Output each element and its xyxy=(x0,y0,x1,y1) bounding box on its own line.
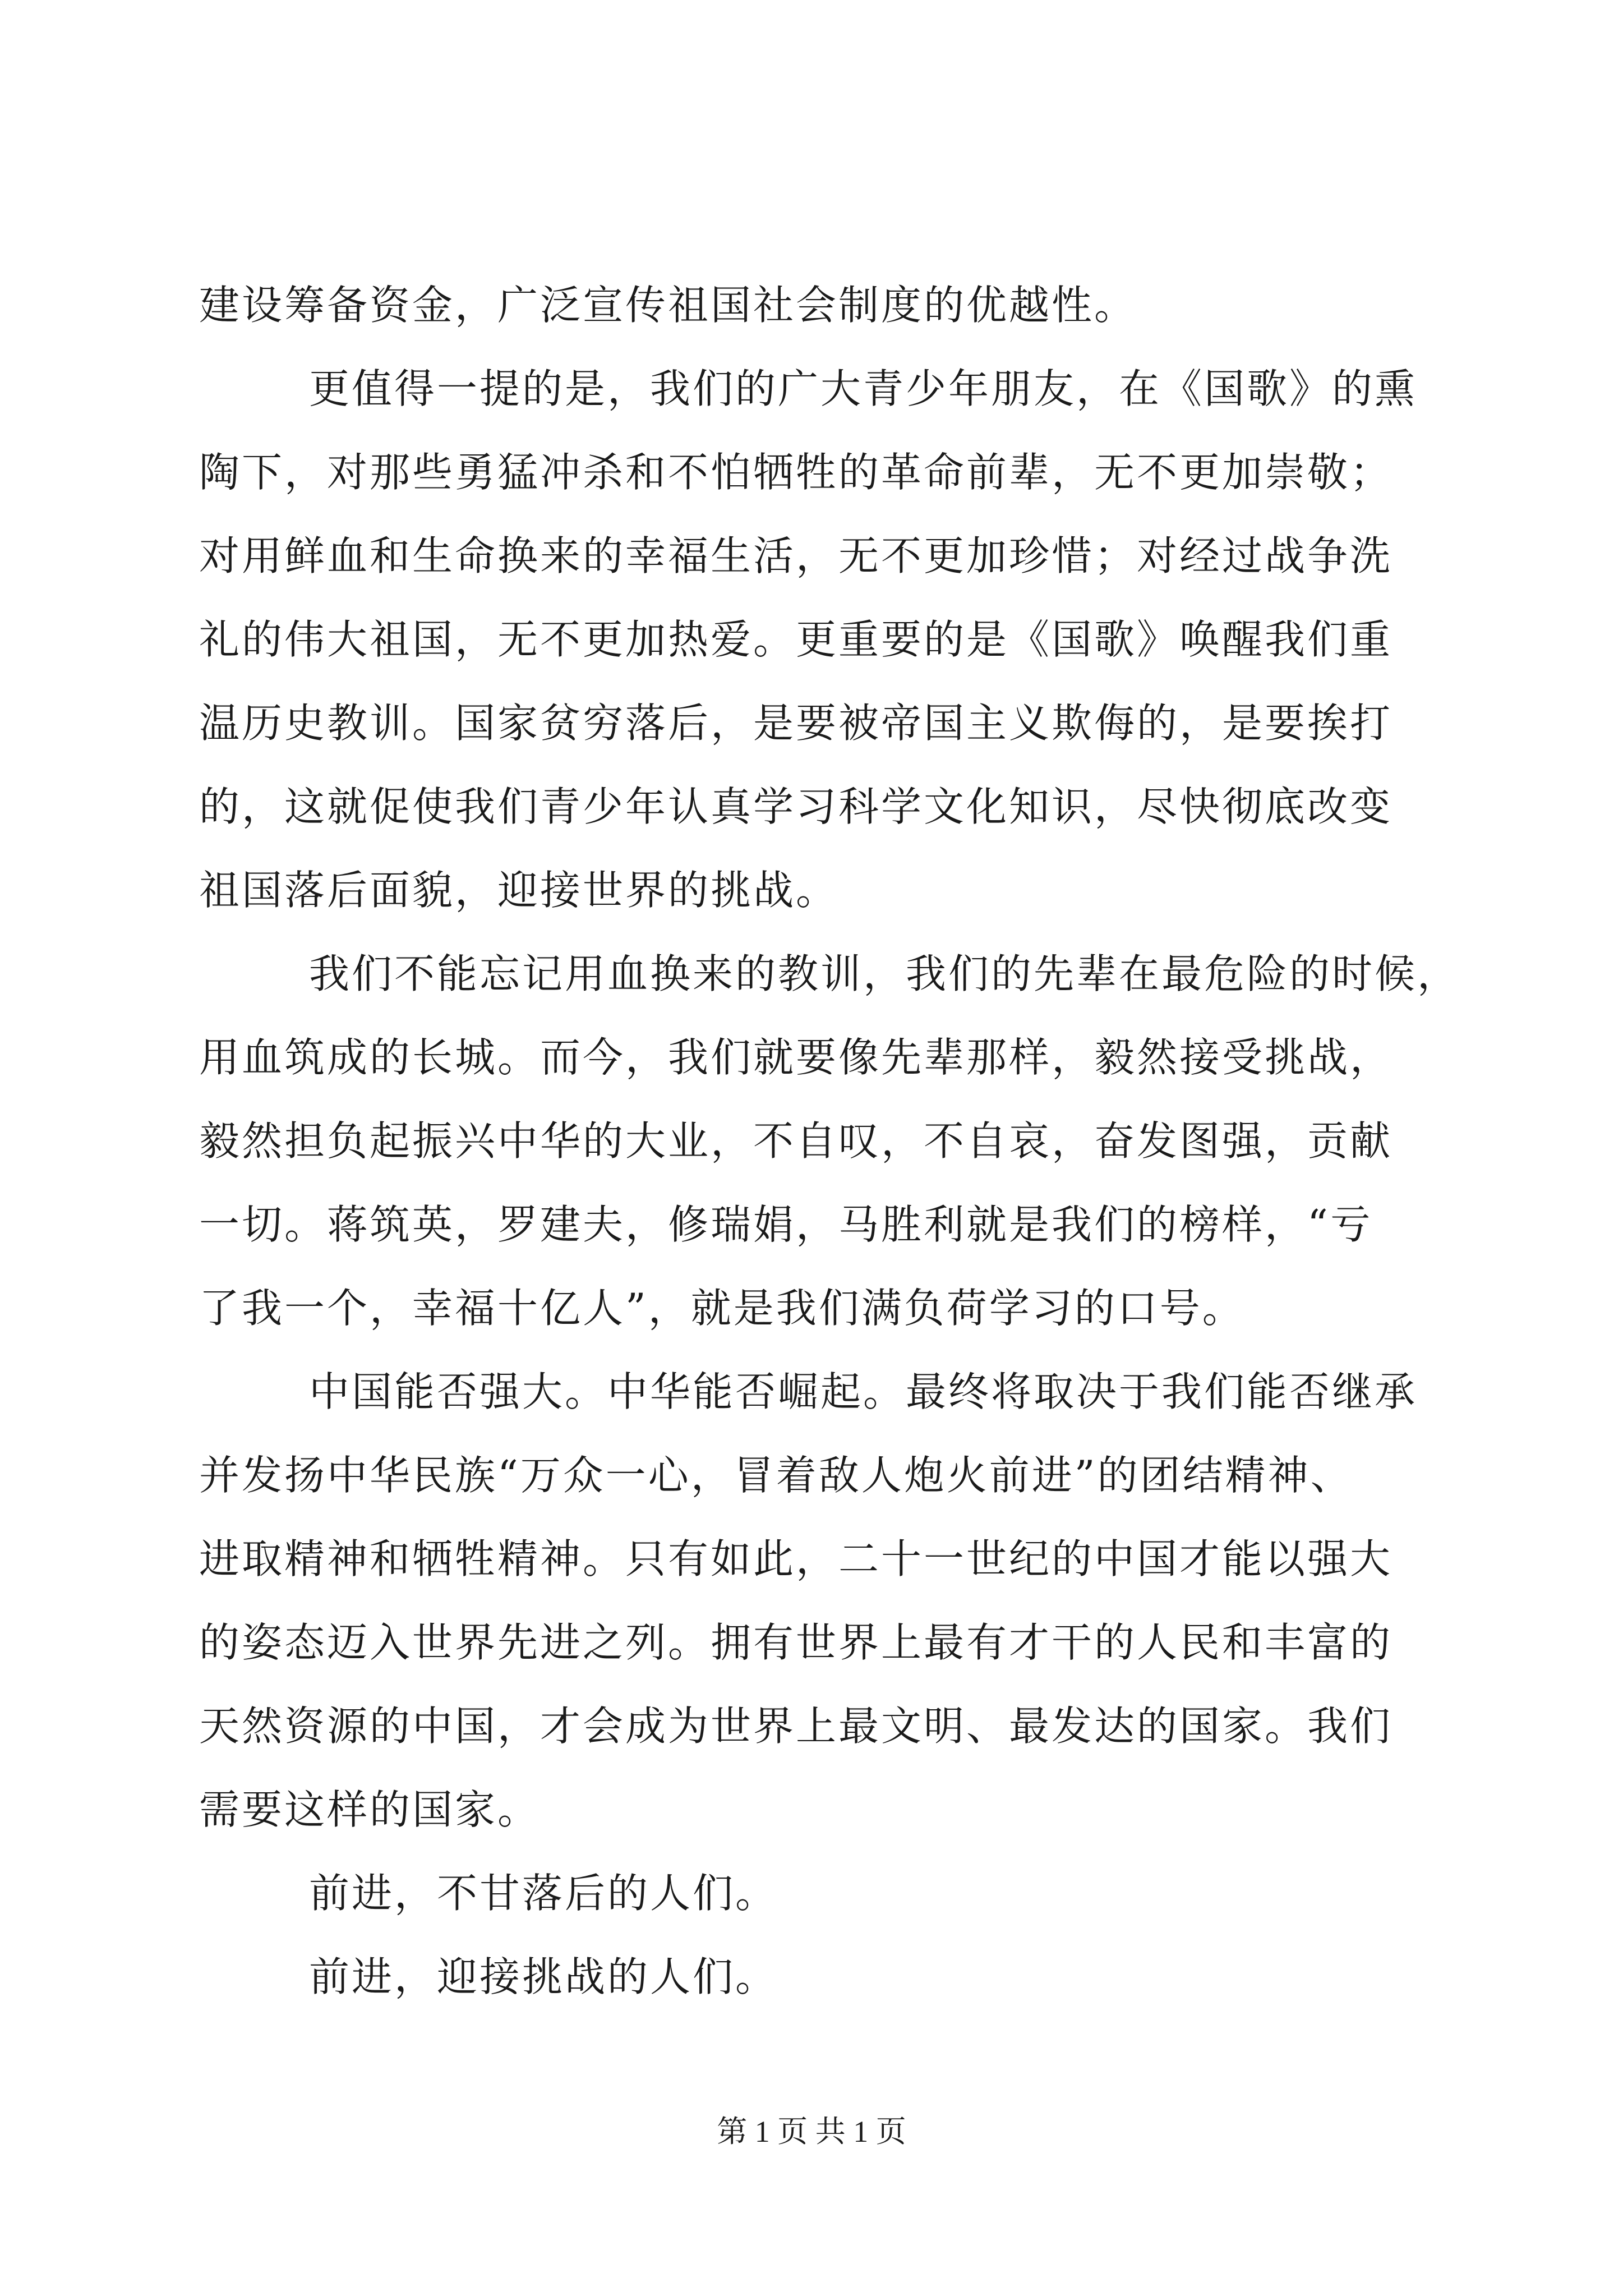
text-line: 需要这样的国家。 xyxy=(199,1786,541,1833)
text-line: 祖国落后面貌，迎接世界的挑战。 xyxy=(199,867,839,914)
text-line: 的姿态迈入世界先进之列。拥有世界上最有才干的人民和丰富的 xyxy=(199,1619,1393,1666)
text-line: 一切。蒋筑英，罗建夫，修瑞娟，马胜利就是我们的榜样，“亏 xyxy=(199,1201,1373,1248)
paragraph xyxy=(199,264,1427,347)
text-line: 前进，迎接挑战的人们。 xyxy=(309,1953,778,2000)
text-line: 的，这就促使我们青少年认真学习科学文化知识，尽快彻底改变 xyxy=(199,783,1393,830)
text-line: 毅然担负起振兴中华的大业，不自叹，不自哀，奋发图强，贡献 xyxy=(199,1117,1393,1165)
page-footer: 第 1 页 共 1 页 xyxy=(717,2115,906,2148)
text-line: 陶下，对那些勇猛冲杀和不怕牺牲的革命前辈，无不更加崇敬； xyxy=(199,449,1393,496)
text-line: 前进，不甘落后的人们。 xyxy=(309,1870,778,1917)
text-line: 中国能否强大。中华能否崛起。最终将取决于我们能否继承 xyxy=(309,1368,1418,1415)
text-line: 了我一个，幸福十亿人”，就是我们满负荷学习的口号。 xyxy=(199,1285,1245,1332)
text-line: 并发扬中华民族“万众一心，冒着敌人炮火前进”的团结精神、 xyxy=(199,1452,1353,1499)
text-line: 进取精神和牺牲精神。只有如此，二十一世纪的中国才能以强大 xyxy=(199,1535,1393,1582)
text-line: 天然资源的中国，才会成为世界上最文明、最发达的国家。我们 xyxy=(199,1703,1393,1750)
paragraph xyxy=(199,1852,1427,1935)
text-line: 用血筑成的长城。而今，我们就要像先辈那样，毅然接受挑战， xyxy=(199,1034,1393,1081)
text-line: 对用鲜血和生命换来的幸福生活，无不更加珍惜；对经过战争洗 xyxy=(199,532,1393,579)
paragraph xyxy=(199,1350,1427,1852)
paragraph xyxy=(199,1935,1427,2019)
text-line: 建设筹备资金，广泛宣传祖国社会制度的优越性。 xyxy=(199,282,1137,329)
text-line: 更值得一提的是，我们的广大青少年朋友，在《国歌》的熏 xyxy=(309,365,1418,412)
paragraph xyxy=(199,932,1460,1350)
paragraph xyxy=(199,347,1427,932)
text-line: 温历史教训。国家贫穷落后，是要被帝国主义欺侮的，是要挨打 xyxy=(199,700,1393,747)
document-body xyxy=(199,264,1460,2019)
text-line: 礼的伟大祖国，无不更加热爱。更重要的是《国歌》唤醒我们重 xyxy=(199,616,1393,663)
text-line: 我们不能忘记用血换来的教训，我们的先辈在最危险的时候， xyxy=(309,950,1460,997)
